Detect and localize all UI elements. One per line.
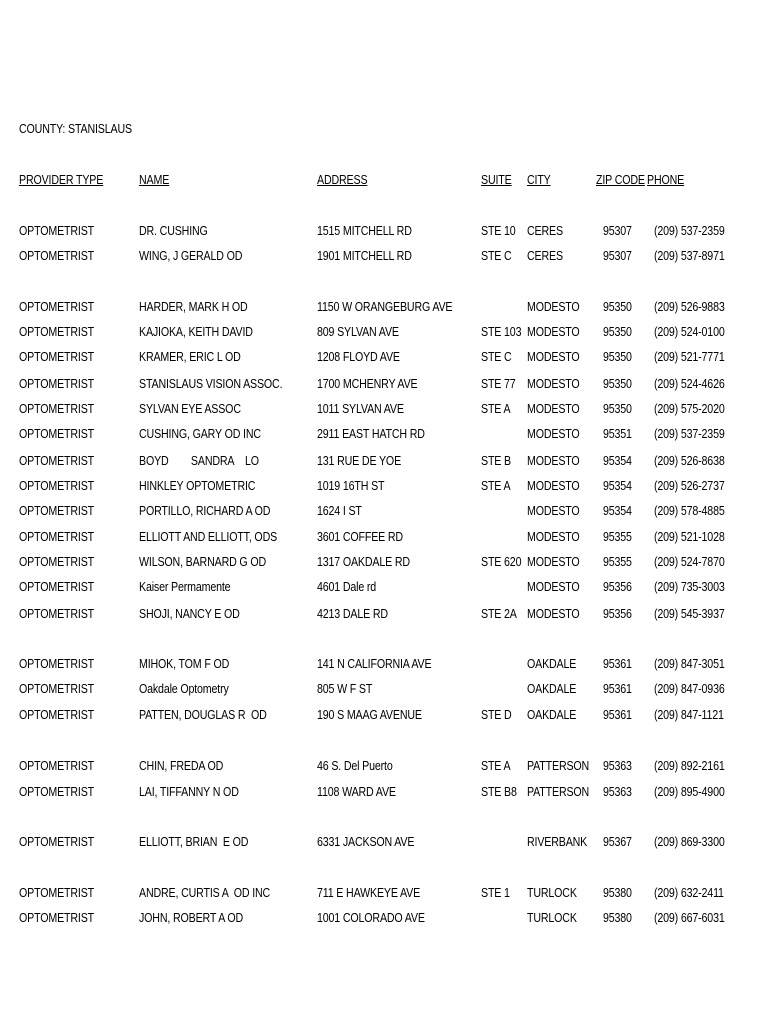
cell-zip-code: 95355 bbox=[603, 529, 632, 544]
cell-zip-code: 95363 bbox=[603, 784, 632, 799]
cell-name: KRAMER, ERIC L OD bbox=[139, 349, 241, 364]
table-row bbox=[0, 453, 770, 471]
table-row bbox=[0, 299, 770, 317]
cell-city: MODESTO bbox=[527, 503, 580, 518]
cell-address: 3601 COFFEE RD bbox=[317, 529, 403, 544]
cell-name: BOYD SANDRA LO bbox=[139, 453, 259, 468]
cell-address: 1108 WARD AVE bbox=[317, 784, 396, 799]
cell-provider-type: OPTOMETRIST bbox=[19, 401, 95, 416]
cell-suite: STE C bbox=[481, 349, 512, 364]
cell-zip-code: 95361 bbox=[603, 707, 632, 722]
cell-zip-code: 95350 bbox=[603, 376, 632, 391]
cell-city: MODESTO bbox=[527, 401, 580, 416]
cell-address: 1011 SYLVAN AVE bbox=[317, 401, 404, 416]
cell-name: DR. CUSHING bbox=[139, 223, 208, 238]
cell-zip-code: 95380 bbox=[603, 910, 632, 925]
cell-provider-type: OPTOMETRIST bbox=[19, 885, 95, 900]
cell-provider-type: OPTOMETRIST bbox=[19, 579, 95, 594]
cell-suite: STE B8 bbox=[481, 784, 517, 799]
table-row bbox=[0, 834, 770, 852]
table-row bbox=[0, 349, 770, 367]
cell-name: CHIN, FREDA OD bbox=[139, 758, 224, 773]
cell-address: 190 S MAAG AVENUE bbox=[317, 707, 422, 722]
cell-zip-code: 95350 bbox=[603, 299, 632, 314]
cell-provider-type: OPTOMETRIST bbox=[19, 299, 95, 314]
cell-address: 1901 MITCHELL RD bbox=[317, 248, 412, 263]
cell-city: MODESTO bbox=[527, 453, 580, 468]
cell-address: 1624 I ST bbox=[317, 503, 362, 518]
cell-provider-type: OPTOMETRIST bbox=[19, 554, 95, 569]
cell-phone: (209) 735-3003 bbox=[654, 579, 725, 594]
cell-city: OAKDALE bbox=[527, 681, 577, 696]
cell-zip-code: 95361 bbox=[603, 656, 632, 671]
cell-name: PORTILLO, RICHARD A OD bbox=[139, 503, 271, 518]
cell-address: 1019 16TH ST bbox=[317, 478, 385, 493]
cell-provider-type: OPTOMETRIST bbox=[19, 834, 95, 849]
table-row bbox=[0, 248, 770, 266]
cell-phone: (209) 847-1121 bbox=[654, 707, 724, 722]
cell-name: CUSHING, GARY OD INC bbox=[139, 426, 261, 441]
cell-name: Oakdale Optometry bbox=[139, 681, 229, 696]
header-provider-type: PROVIDER TYPE bbox=[19, 172, 104, 187]
cell-zip-code: 95350 bbox=[603, 324, 632, 339]
cell-suite: STE 103 bbox=[481, 324, 522, 339]
cell-phone: (209) 632-2411 bbox=[654, 885, 724, 900]
cell-provider-type: OPTOMETRIST bbox=[19, 681, 95, 696]
cell-city: TURLOCK bbox=[527, 910, 577, 925]
cell-phone: (209) 526-8638 bbox=[654, 453, 725, 468]
cell-zip-code: 95367 bbox=[603, 834, 632, 849]
cell-address: 4601 Dale rd bbox=[317, 579, 377, 594]
cell-name: ELLIOTT, BRIAN E OD bbox=[139, 834, 249, 849]
cell-phone: (209) 578-4885 bbox=[654, 503, 725, 518]
cell-provider-type: OPTOMETRIST bbox=[19, 376, 95, 391]
cell-suite: STE A bbox=[481, 758, 511, 773]
cell-phone: (209) 545-3937 bbox=[654, 606, 725, 621]
cell-phone: (209) 537-2359 bbox=[654, 426, 725, 441]
header-suite: SUITE bbox=[481, 172, 512, 187]
cell-provider-type: OPTOMETRIST bbox=[19, 707, 95, 722]
cell-zip-code: 95356 bbox=[603, 606, 632, 621]
cell-suite: STE C bbox=[481, 248, 512, 263]
cell-suite: STE 2A bbox=[481, 606, 517, 621]
cell-address: 1208 FLOYD AVE bbox=[317, 349, 400, 364]
table-row bbox=[0, 784, 770, 802]
cell-address: 131 RUE DE YOE bbox=[317, 453, 402, 468]
cell-city: PATTERSON bbox=[527, 784, 590, 799]
cell-address: 1150 W ORANGEBURG AVE bbox=[317, 299, 453, 314]
table-row bbox=[0, 885, 770, 903]
cell-city: PATTERSON bbox=[527, 758, 590, 773]
cell-city: OAKDALE bbox=[527, 656, 577, 671]
table-row bbox=[0, 324, 770, 342]
cell-city: OAKDALE bbox=[527, 707, 577, 722]
cell-provider-type: OPTOMETRIST bbox=[19, 529, 95, 544]
cell-phone: (209) 524-4626 bbox=[654, 376, 725, 391]
cell-city: MODESTO bbox=[527, 606, 580, 621]
table-header bbox=[0, 172, 770, 190]
cell-address: 805 W F ST bbox=[317, 681, 373, 696]
cell-city: MODESTO bbox=[527, 299, 580, 314]
cell-provider-type: OPTOMETRIST bbox=[19, 503, 95, 518]
cell-zip-code: 95355 bbox=[603, 554, 632, 569]
cell-address: 1515 MITCHELL RD bbox=[317, 223, 412, 238]
cell-phone: (209) 524-7870 bbox=[654, 554, 725, 569]
header-city: CITY bbox=[527, 172, 551, 187]
cell-name: ANDRE, CURTIS A OD INC bbox=[139, 885, 271, 900]
cell-suite: STE 1 bbox=[481, 885, 510, 900]
cell-suite: STE A bbox=[481, 478, 511, 493]
table-row bbox=[0, 503, 770, 521]
cell-city: MODESTO bbox=[527, 478, 580, 493]
cell-zip-code: 95354 bbox=[603, 453, 632, 468]
cell-name: SYLVAN EYE ASSOC bbox=[139, 401, 241, 416]
table-row bbox=[0, 529, 770, 547]
cell-city: MODESTO bbox=[527, 529, 580, 544]
cell-city: MODESTO bbox=[527, 554, 580, 569]
cell-phone: (209) 521-7771 bbox=[654, 349, 725, 364]
table-row bbox=[0, 223, 770, 241]
cell-name: MIHOK, TOM F OD bbox=[139, 656, 230, 671]
cell-provider-type: OPTOMETRIST bbox=[19, 453, 95, 468]
cell-phone: (209) 524-0100 bbox=[654, 324, 725, 339]
cell-phone: (209) 869-3300 bbox=[654, 834, 725, 849]
cell-name: SHOJI, NANCY E OD bbox=[139, 606, 240, 621]
cell-phone: (209) 847-3051 bbox=[654, 656, 725, 671]
cell-phone: (209) 667-6031 bbox=[654, 910, 725, 925]
cell-name: HINKLEY OPTOMETRIC bbox=[139, 478, 256, 493]
table-row bbox=[0, 910, 770, 928]
cell-provider-type: OPTOMETRIST bbox=[19, 758, 95, 773]
cell-phone: (209) 537-2359 bbox=[654, 223, 725, 238]
cell-zip-code: 95351 bbox=[603, 426, 632, 441]
cell-suite: STE D bbox=[481, 707, 512, 722]
cell-address: 46 S. Del Puerto bbox=[317, 758, 393, 773]
cell-phone: (209) 521-1028 bbox=[654, 529, 725, 544]
cell-provider-type: OPTOMETRIST bbox=[19, 478, 95, 493]
cell-zip-code: 95354 bbox=[603, 478, 632, 493]
cell-address: 2911 EAST HATCH RD bbox=[317, 426, 425, 441]
cell-phone: (209) 892-2161 bbox=[654, 758, 725, 773]
cell-provider-type: OPTOMETRIST bbox=[19, 606, 95, 621]
cell-phone: (209) 537-8971 bbox=[654, 248, 725, 263]
cell-address: 6331 JACKSON AVE bbox=[317, 834, 415, 849]
table-row bbox=[0, 606, 770, 624]
cell-name: STANISLAUS VISION ASSOC. bbox=[139, 376, 283, 391]
table-row bbox=[0, 681, 770, 699]
cell-phone: (209) 895-4900 bbox=[654, 784, 725, 799]
cell-city: CERES bbox=[527, 223, 563, 238]
cell-name: ELLIOTT AND ELLIOTT, ODS bbox=[139, 529, 278, 544]
cell-city: CERES bbox=[527, 248, 563, 263]
cell-zip-code: 95307 bbox=[603, 223, 632, 238]
cell-name: HARDER, MARK H OD bbox=[139, 299, 248, 314]
header-address: ADDRESS bbox=[317, 172, 368, 187]
cell-city: TURLOCK bbox=[527, 885, 577, 900]
table-row bbox=[0, 579, 770, 597]
cell-city: MODESTO bbox=[527, 376, 580, 391]
cell-address: 1700 MCHENRY AVE bbox=[317, 376, 418, 391]
header-zip-code: ZIP CODE bbox=[596, 172, 645, 187]
cell-zip-code: 95354 bbox=[603, 503, 632, 518]
cell-zip-code: 95356 bbox=[603, 579, 632, 594]
cell-zip-code: 95363 bbox=[603, 758, 632, 773]
cell-address: 4213 DALE RD bbox=[317, 606, 388, 621]
cell-provider-type: OPTOMETRIST bbox=[19, 910, 95, 925]
cell-name: PATTEN, DOUGLAS R OD bbox=[139, 707, 267, 722]
cell-city: MODESTO bbox=[527, 426, 580, 441]
cell-name: WILSON, BARNARD G OD bbox=[139, 554, 267, 569]
cell-city: MODESTO bbox=[527, 349, 580, 364]
cell-city: MODESTO bbox=[527, 324, 580, 339]
cell-suite: STE A bbox=[481, 401, 511, 416]
cell-address: 1001 COLORADO AVE bbox=[317, 910, 425, 925]
cell-provider-type: OPTOMETRIST bbox=[19, 656, 95, 671]
cell-phone: (209) 575-2020 bbox=[654, 401, 725, 416]
cell-provider-type: OPTOMETRIST bbox=[19, 426, 95, 441]
cell-provider-type: OPTOMETRIST bbox=[19, 223, 95, 238]
cell-address: 809 SYLVAN AVE bbox=[317, 324, 399, 339]
cell-city: RIVERBANK bbox=[527, 834, 588, 849]
cell-name: Kaiser Permamente bbox=[139, 579, 231, 594]
cell-zip-code: 95350 bbox=[603, 349, 632, 364]
cell-zip-code: 95307 bbox=[603, 248, 632, 263]
cell-provider-type: OPTOMETRIST bbox=[19, 248, 95, 263]
cell-name: KAJIOKA, KEITH DAVID bbox=[139, 324, 253, 339]
cell-zip-code: 95380 bbox=[603, 885, 632, 900]
cell-city: MODESTO bbox=[527, 579, 580, 594]
cell-suite: STE 77 bbox=[481, 376, 516, 391]
table-row bbox=[0, 707, 770, 725]
cell-name: LAI, TIFFANNY N OD bbox=[139, 784, 239, 799]
cell-phone: (209) 526-9883 bbox=[654, 299, 725, 314]
table-row bbox=[0, 401, 770, 419]
cell-name: WING, J GERALD OD bbox=[139, 248, 243, 263]
cell-address: 1317 OAKDALE RD bbox=[317, 554, 410, 569]
table-row bbox=[0, 656, 770, 674]
header-name: NAME bbox=[139, 172, 170, 187]
cell-provider-type: OPTOMETRIST bbox=[19, 324, 95, 339]
cell-address: 711 E HAWKEYE AVE bbox=[317, 885, 421, 900]
cell-phone: (209) 847-0936 bbox=[654, 681, 725, 696]
county-heading: COUNTY: STANISLAUS bbox=[19, 121, 132, 136]
cell-provider-type: OPTOMETRIST bbox=[19, 349, 95, 364]
cell-suite: STE 620 bbox=[481, 554, 522, 569]
cell-zip-code: 95361 bbox=[603, 681, 632, 696]
cell-phone: (209) 526-2737 bbox=[654, 478, 725, 493]
table-row bbox=[0, 426, 770, 444]
table-row bbox=[0, 758, 770, 776]
cell-suite: STE B bbox=[481, 453, 511, 468]
header-phone: PHONE bbox=[647, 172, 685, 187]
cell-zip-code: 95350 bbox=[603, 401, 632, 416]
table-row bbox=[0, 376, 770, 394]
table-row bbox=[0, 554, 770, 572]
cell-provider-type: OPTOMETRIST bbox=[19, 784, 95, 799]
cell-name: JOHN, ROBERT A OD bbox=[139, 910, 244, 925]
table-row bbox=[0, 478, 770, 496]
cell-suite: STE 10 bbox=[481, 223, 516, 238]
cell-address: 141 N CALIFORNIA AVE bbox=[317, 656, 432, 671]
